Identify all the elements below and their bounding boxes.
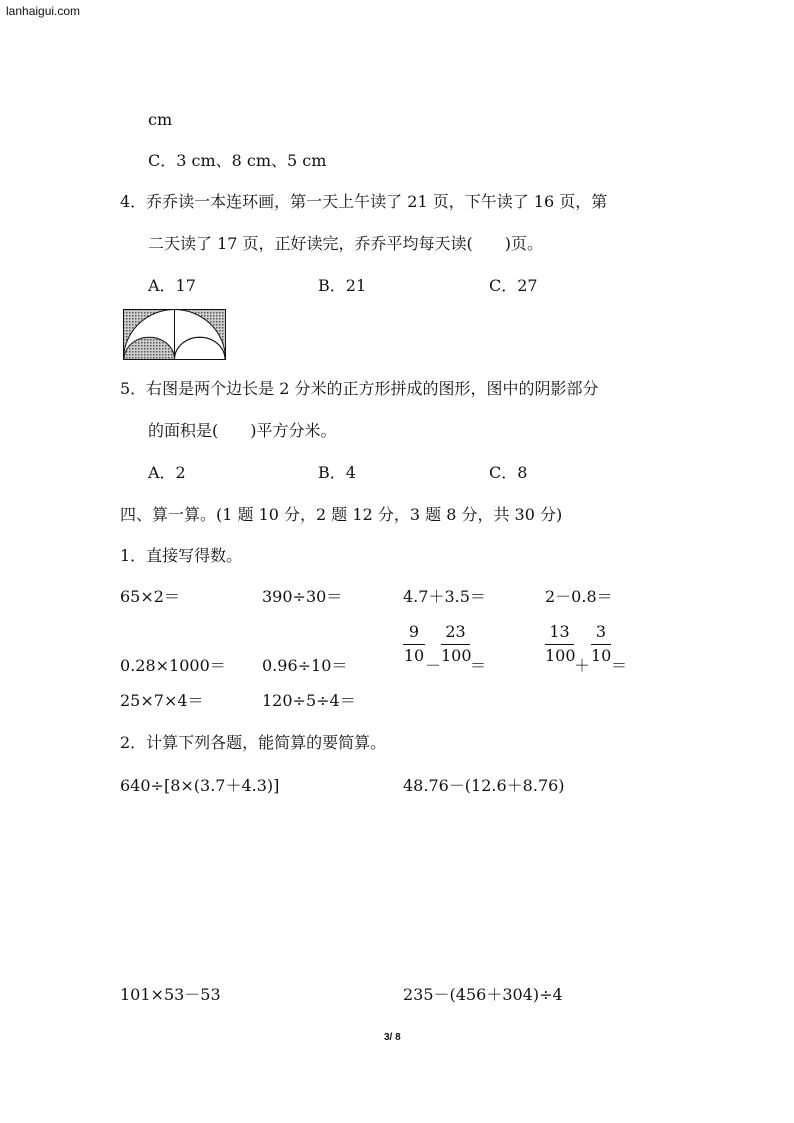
direct-calc-item: 25×7×4＝ [120,691,204,710]
numerator: 13 [545,622,574,645]
operator-minus: － [425,656,442,675]
direct-calc-item: 0.28×1000＝ [120,656,226,675]
calc-expression: 235－(456＋304)÷4 [403,985,563,1004]
q5-text-line1: 5．右图是两个边长是 2 分米的正方形拼成的图形，图中的阴影部分 [120,379,599,398]
q4-option-a: A．17 [148,276,196,295]
operator-plus: ＋ [574,656,591,675]
page-number: 3/ 8 [384,1032,401,1043]
q3-option-c: C．3 cm、8 cm、5 cm [148,151,327,170]
section-4-q2-title: 2．计算下列各题，能简算的要简算。 [120,733,387,752]
direct-calc-item: 0.96÷10＝ [262,656,348,675]
q4-text-line1: 4．乔乔读一本连环画，第一天上午读了 21 页，下午读了 16 页，第 [120,192,608,211]
q3-option-b-tail: cm [148,110,173,129]
site-watermark: lanhaigui.com [6,4,81,18]
q5-text-line2: 的面积是( )平方分米。 [148,421,337,440]
operator-equals: ＝ [470,656,487,675]
denominator: 10 [403,646,425,665]
direct-calc-item: 65×2＝ [120,587,180,606]
fraction-23-100 [441,622,470,666]
calc-expression: 101×53－53 [120,985,221,1004]
fraction-3-10 [591,622,611,666]
numerator: 23 [441,622,470,645]
fraction-9-10 [403,622,425,666]
two-squares-shaded-figure [123,309,227,360]
calc-expression: 640÷[8×(3.7＋4.3)] [120,776,280,795]
operator-equals: ＝ [611,656,628,675]
direct-calc-item: 4.7＋3.5＝ [403,587,486,606]
direct-calc-item: 2－0.8＝ [545,587,613,606]
q5-option-b: B．4 [318,463,356,482]
denominator: 10 [591,646,612,665]
q5-option-c: C．8 [489,463,528,482]
q4-option-c: C．27 [489,276,538,295]
q4-option-b: B．21 [318,276,367,295]
direct-calc-item: 390÷30＝ [262,587,343,606]
denominator: 100 [441,646,472,665]
section-4-heading: 四、算一算。(1 题 10 分，2 题 12 分，3 题 8 分，共 30 分) [120,505,563,524]
denominator: 100 [545,646,576,665]
q4-text-line2: 二天读了 17 页，正好读完，乔乔平均每天读( )页。 [148,234,544,253]
q5-option-a: A．2 [148,463,186,482]
numerator: 9 [403,622,425,645]
fraction-13-100 [545,622,574,666]
section-4-q1-title: 1．直接写得数。 [120,546,243,565]
calc-expression: 48.76－(12.6＋8.76) [403,776,565,795]
numerator: 3 [591,622,611,645]
direct-calc-item: 120÷5÷4＝ [262,691,356,710]
